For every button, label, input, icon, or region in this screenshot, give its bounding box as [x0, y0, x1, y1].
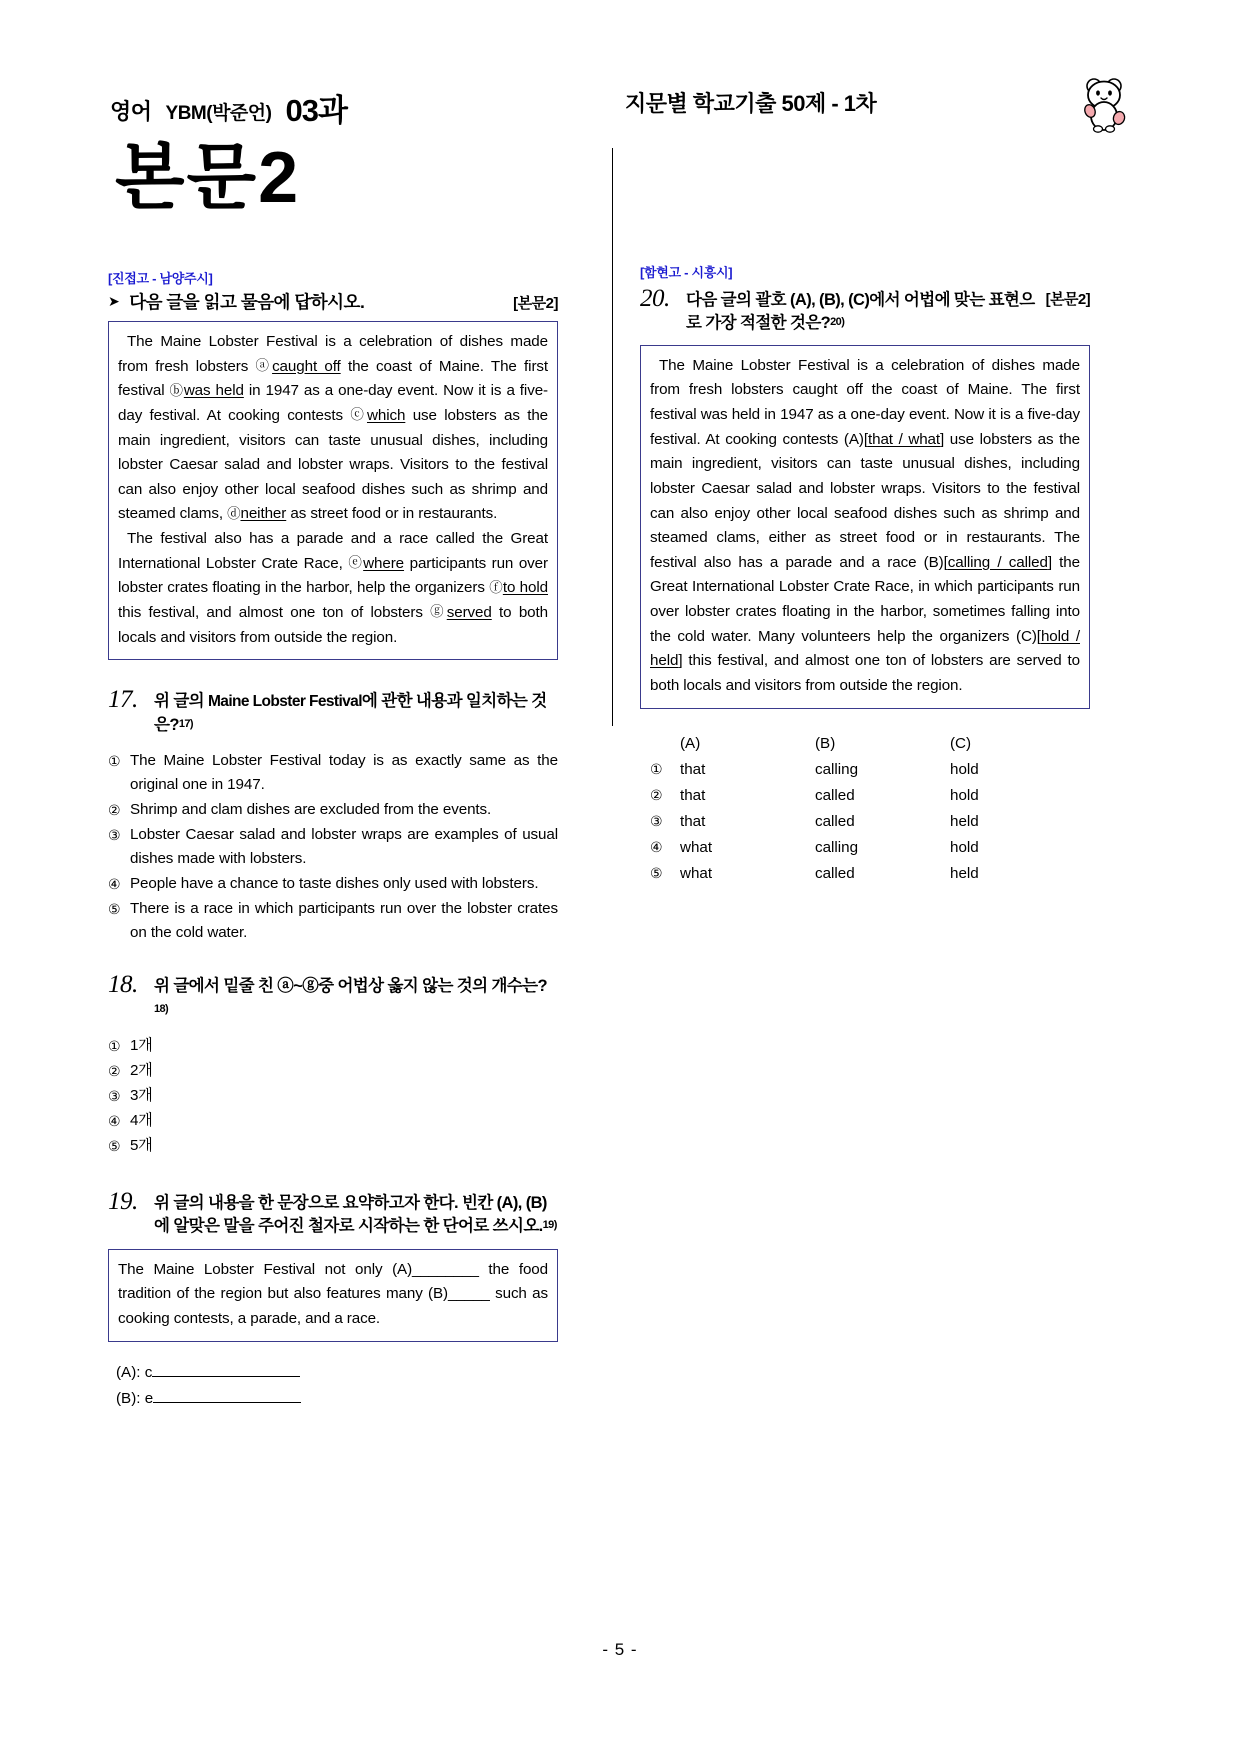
page-footer — [0, 1640, 1240, 1660]
page-header — [110, 75, 1130, 131]
choice-value-c: hold — [950, 760, 979, 778]
answer-label-b: (B): — [116, 1389, 141, 1407]
choice-row[interactable] — [650, 835, 1050, 861]
underlined-b: was held — [183, 382, 244, 400]
summary-text: the food tradition of the region but also features many (B) — [118, 1260, 549, 1303]
question-18-text — [154, 971, 558, 1022]
option-text: Shrimp and clam dishes are excluded from the events. — [130, 801, 492, 818]
bracket-choice-a: that / what — [867, 430, 941, 448]
header-center-title: 지문별 학교기출 50제 - 1차 — [625, 91, 877, 116]
choice-value-c: held — [950, 813, 979, 831]
choice-row[interactable] — [650, 861, 1050, 887]
option-marker-2: ② — [108, 1062, 121, 1079]
answer-input-a[interactable] — [152, 1361, 300, 1376]
question-18-heading — [108, 971, 558, 1022]
q18-text: 위 글에서 밑줄 친 ⓐ~ⓖ중 어법상 옳지 않는 것의 개수는? — [154, 977, 547, 996]
marker-d-icon: ⓓ — [227, 505, 241, 521]
passage-text: this festival, and almost one ton of lobsters — [118, 603, 431, 621]
header-lesson: 03과 — [285, 93, 347, 128]
passage-text: use lobsters as the main ingredient, visitors can taste unusual dishes, including lobster Caesar salad and lobster wraps. Visitors to the festival can also enjoy other local seafood dishes such as shrimp and steamed clams, — [118, 406, 549, 523]
option-text: Lobster Caesar salad and lobster wraps are examples of usual dishes made with lobsters. — [130, 826, 558, 868]
right-source-tag: [함현고 - 시흥시] — [640, 265, 733, 280]
answer-line-a — [116, 1360, 558, 1386]
summary-box — [108, 1249, 558, 1342]
option-item[interactable] — [108, 823, 558, 871]
summary-text: such as cooking contests, a parade, and a race. — [118, 1285, 548, 1328]
question-19-number: 19. — [108, 1188, 138, 1216]
left-column — [108, 268, 558, 1411]
reading-instruction — [108, 289, 558, 314]
underlined-f: to hold — [502, 579, 548, 597]
left-passage-box — [108, 321, 558, 660]
choice-marker-2: ② — [650, 786, 663, 803]
question-17-number: 17. — [108, 686, 138, 714]
option-item[interactable] — [108, 1134, 558, 1158]
passage-text: The festival also has a parade and a race called the Great International Lobster Crate Race, — [118, 530, 548, 572]
choice-marker-5: ⑤ — [650, 865, 663, 882]
passage-text: as street food or in restaurants. — [286, 505, 498, 523]
question-17-heading — [108, 686, 558, 737]
question-18 — [108, 971, 558, 1158]
option-text: 4개 — [130, 1111, 153, 1129]
choice-value-a: what — [680, 839, 713, 857]
option-marker-1: ① — [108, 1037, 121, 1054]
page-number: - 5 - — [602, 1640, 638, 1659]
choice-value-b: calling — [815, 839, 859, 857]
bear-mascot-icon — [1076, 75, 1130, 133]
question-19-heading — [108, 1188, 558, 1239]
underlined-e: where — [363, 554, 405, 572]
option-marker-1: ① — [108, 752, 121, 769]
underlined-a: caught off — [272, 357, 341, 375]
question-20-choice-table — [650, 731, 1050, 888]
marker-b-icon: ⓑ — [169, 382, 184, 398]
q19-footnote-ref: 19) — [542, 1219, 557, 1232]
choice-value-b: calling — [815, 760, 859, 778]
marker-c-icon: ⓒ — [350, 407, 367, 423]
left-source-tag: [진접고 - 남양주시] — [108, 271, 213, 286]
left-passage-paragraph-1 — [118, 330, 548, 527]
question-19 — [108, 1188, 558, 1411]
option-marker-2: ② — [108, 802, 121, 818]
right-column — [640, 262, 1090, 887]
option-marker-3: ③ — [108, 1087, 121, 1104]
marker-f-icon: ⓕ — [489, 579, 503, 595]
underlined-c: which — [366, 406, 406, 424]
section-title: 본문2 — [115, 138, 301, 218]
choice-value-a: that — [680, 786, 706, 804]
q19-text: 위 글의 내용을 한 문장으로 요약하고자 한다. 빈칸 (A), (B)에 알맞은 말을 주어진 철자로 시작하는 한 단어로 쓰시오. — [154, 1194, 547, 1236]
choice-value-a: that — [680, 813, 706, 831]
passage-text: ] this festival, and almost one ton of lobsters are served to both locals and visitors from outside the region. — [650, 652, 1080, 694]
column-divider — [612, 148, 613, 726]
question-20 — [640, 285, 1090, 887]
option-item[interactable] — [108, 749, 558, 797]
summary-blank-a[interactable]: ________ — [412, 1260, 479, 1278]
passage-text: ] the Great International Lobster Crate Race, in which participants run over lobster crates floating in the harbor, sometimes falling into the cold water. Many volunteers help the organizers (C)[ — [650, 553, 1080, 645]
passage-text: in 1947 as a one-day event. Now it is a five-day festival. At cooking contests — [118, 382, 549, 424]
summary-blank-b[interactable]: _____ — [448, 1285, 490, 1303]
option-item[interactable] — [108, 798, 558, 822]
header-left-group — [110, 83, 347, 128]
choice-row[interactable] — [650, 783, 1050, 809]
question-19-text — [154, 1188, 558, 1239]
option-marker-4: ④ — [108, 1112, 121, 1129]
option-item[interactable] — [108, 1059, 558, 1083]
q17-footnote-ref: 17) — [178, 717, 193, 730]
choice-table-header — [650, 731, 1050, 757]
choice-value-c: hold — [950, 839, 979, 857]
question-18-options — [108, 1034, 558, 1158]
choice-value-c: held — [950, 865, 979, 883]
option-text: 5개 — [130, 1137, 153, 1154]
left-passage-paragraph-2 — [118, 527, 548, 650]
choice-marker-3: ③ — [650, 813, 663, 830]
bracket-choice-b: calling / called — [947, 553, 1048, 571]
option-item[interactable] — [108, 1034, 558, 1058]
choice-value-b: called — [815, 786, 855, 804]
instruction-text: 다음 글을 읽고 물음에 답하시오. — [129, 292, 365, 312]
option-text: 1개 — [130, 1036, 153, 1054]
q20-text: 다음 글의 괄호 (A), (B), (C)에서 어법에 맞는 표현으로 가장 적절한 것은? — [686, 291, 1035, 333]
underlined-d: neither — [240, 505, 287, 523]
question-17-options — [108, 749, 558, 945]
choice-header-b: (B) — [815, 734, 836, 752]
answer-label-a: (A): — [116, 1363, 141, 1381]
choice-value-c: hold — [950, 786, 979, 804]
question-20-heading — [640, 285, 1090, 336]
choice-marker-4: ④ — [650, 839, 663, 856]
choice-value-b: called — [815, 813, 855, 831]
answer-line-b — [116, 1386, 558, 1412]
option-marker-4: ④ — [108, 876, 121, 893]
q17-text-post: 에 관한 내용과 일치하는 것은? — [154, 692, 547, 734]
option-text: The Maine Lobster Festival today is as exactly same as the original one in 1947. — [130, 751, 558, 793]
passage-text: The Maine Lobster Festival is a celebration of dishes made from fresh lobsters caught off the coast of Maine. The first festival was held in 1947 as a one-day event. Now it is a five-day festival. At cooking contests (A)[ — [650, 356, 1080, 448]
right-passage-box — [640, 345, 1090, 709]
option-item[interactable] — [108, 1109, 558, 1133]
q17-text-pre: 위 글의 — [154, 692, 208, 711]
answer-input-b[interactable] — [153, 1387, 301, 1402]
question-20-ref: [본문2] — [1045, 291, 1090, 308]
question-17-text — [154, 686, 558, 737]
question-19-answer-lines — [116, 1360, 558, 1412]
option-marker-3: ③ — [108, 827, 121, 844]
question-20-number: 20. — [640, 285, 670, 312]
marker-e-icon: ⓔ — [348, 555, 364, 571]
q17-text-eng: Maine Lobster Festival — [208, 693, 362, 711]
option-text: 3개 — [130, 1086, 153, 1104]
underlined-g: served — [446, 603, 492, 621]
passage-text: participants run over lobster crates floating in the harbor, help the organizers — [118, 554, 548, 597]
instruction-ref: [본문2] — [513, 295, 558, 312]
choice-header-spacer — [650, 731, 680, 757]
option-text: People have a chance to taste dishes only used with lobsters. — [130, 875, 539, 893]
passage-text: The Maine Lobster Festival is a celebration of dishes made from fresh lobsters — [118, 333, 548, 375]
choice-marker-1: ① — [650, 760, 663, 777]
q18-footnote-ref: 18) — [154, 1002, 169, 1015]
choice-header-c: (C) — [950, 734, 972, 752]
header-textbook: YBM(박준언) — [165, 103, 272, 124]
passage-text: the coast of Maine. The first festival — [118, 357, 549, 400]
answer-hint-a: c — [144, 1363, 153, 1381]
summary-text: The Maine Lobster Festival not only (A) — [118, 1260, 413, 1278]
choice-row[interactable] — [650, 809, 1050, 835]
right-passage-paragraph — [650, 354, 1080, 699]
choice-value-b: called — [815, 865, 855, 883]
option-marker-5: ⑤ — [108, 1138, 121, 1154]
answer-hint-b: e — [144, 1389, 154, 1407]
summary-sentence — [118, 1258, 548, 1332]
marker-a-icon: ⓐ — [255, 358, 273, 374]
passage-text: to both locals and visitors from outside the region. — [118, 603, 548, 646]
choice-row[interactable] — [650, 757, 1050, 783]
question-17 — [108, 686, 558, 945]
passage-text: ] use lobsters as the main ingredient, visitors can taste unusual dishes, including lobster Caesar salad and lobster wraps. Visitors to the festival can also enjoy other local seafood dishes such as shrimp and steamed clams, either as street food or in restaurants. The festival also has a parade and a race (B)[ — [650, 430, 1080, 571]
choice-value-a: what — [680, 865, 713, 883]
bracket-choice-c: hold / held — [650, 627, 1080, 670]
option-marker-5: ⑤ — [108, 901, 121, 918]
question-18-number: 18. — [108, 971, 138, 999]
header-subject: 영어 — [110, 99, 152, 124]
choice-value-a: that — [680, 760, 706, 778]
option-text: There is a race in which participants run over the lobster crates on the cold water. — [130, 900, 558, 942]
marker-g-icon: ⓖ — [430, 604, 447, 620]
option-text: 2개 — [130, 1061, 153, 1079]
q20-footnote-ref: 20) — [830, 316, 845, 329]
option-item[interactable] — [108, 897, 558, 945]
choice-header-a: (A) — [680, 734, 701, 752]
option-item[interactable] — [108, 1084, 558, 1108]
question-20-text — [686, 285, 1090, 336]
arrow-right-icon: ➤ — [108, 293, 120, 309]
option-item[interactable] — [108, 872, 558, 896]
